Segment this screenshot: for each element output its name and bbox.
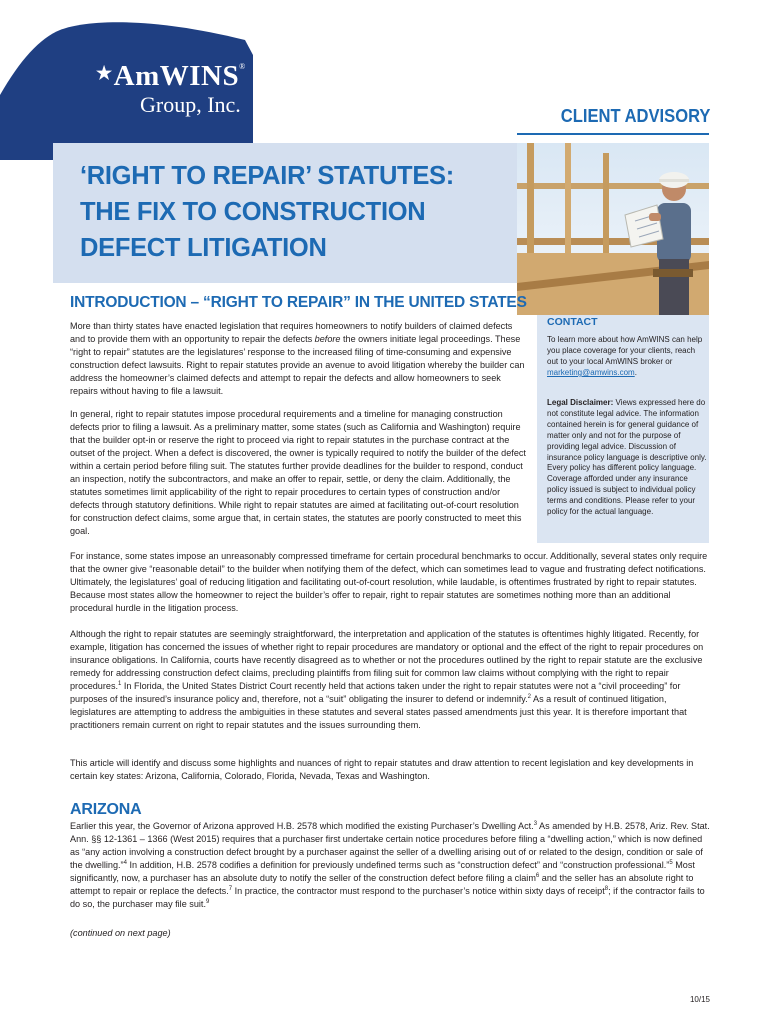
az-text-a: Earlier this year, the Governor of Arizona approved H.B. 2578 which modified the existing Purchaser’s Dwelling Act.: [70, 821, 534, 831]
intro-p4-text-a: Although the right to repair statutes are seemingly straightforward, the interpretation and application of the statutes is oftentimes highly litigated. Recently, for example, litigation has concerned the issues of whether right to repair procedures are mandatory or optional and the effect of the right to repair procedures on insurance obligations. In California, courts have recently disagreed as to whether or not the procedures outlined by the right to repair statute are the exclusive remedy for addressing construction defect claims, precluding plaintiffs from filing suit for common law claims without complying with the right to repair procedures.: [70, 629, 704, 692]
contact-heading: CONTACT: [547, 316, 598, 328]
az-text-c: In addition, H.B. 2578 codifies a definition for previously undefined terms such as “construction defect” and “construction professional.”: [126, 860, 670, 871]
footnote-ref-1: 1: [118, 681, 122, 688]
introduction-heading: INTRODUCTION – “RIGHT TO REPAIR” IN THE UNITED STATES: [70, 294, 527, 311]
az-text-e: and the seller has an absolute right to attempt to repair or replace the defects.: [70, 873, 694, 897]
arizona-paragraph: [70, 820, 710, 911]
arizona-heading: ARIZONA: [70, 801, 142, 818]
intro-p4-text-c: As a result of continued litigation, legislatures are attempting to address the ambiguities in these statutes and several states passed amendments just this year. It is therefore important that practitioners remain current on right to repair statutes and the issues surrounding them.: [70, 694, 687, 731]
page-number: 10/15: [689, 995, 710, 1004]
page-title: ‘RIGHT TO REPAIR’ STATUTES: THE FIX TO CONSTRUCTION DEFECT LITIGATION: [80, 162, 454, 262]
logo: [96, 60, 246, 93]
contact-email-link[interactable]: marketing@amwins.com: [547, 368, 635, 377]
footnote-ref-4: 4: [123, 860, 127, 867]
intro-paragraph-1: [70, 320, 528, 398]
intro-p4-text-b: In Florida, the United States District Court recently held that actions taken under the right to repair statutes were not a “civil proceeding” for purposes of the insured’s insurance policy and, therefore, not a “suit” obligating the insurer to defend or indemnify.: [70, 681, 681, 705]
footnote-ref-3: 3: [533, 820, 538, 827]
header-divider: [517, 133, 709, 135]
construction-worker-photo: [517, 143, 709, 315]
client-advisory-label: CLIENT ADVISORY: [560, 106, 711, 126]
footnote-ref-9: 9: [205, 899, 210, 906]
intro-p1-text-a: More than thirty states have enacted legislation that requires homeowners to notify builders of claimed defects and to provide them with an opportunity to repair the defects: [70, 321, 513, 345]
footnote-ref-2: 2: [527, 694, 531, 701]
disclaimer-text: Views expressed here do not constitute legal advice. The information contained herein is for general guidance of matter only and not for the purpose of providing legal advice. Discussion of insurance policy language is descriptive only. Every policy has different policy language. Coverage afforded under any insurance policy issued is subject to individual policy terms and conditions. Please refer to your policy for the actual language.: [547, 398, 707, 517]
footnote-ref-8: 8: [604, 886, 609, 893]
footnote-ref-5: 5: [669, 860, 673, 867]
continued-note: (continued on next page): [70, 928, 171, 938]
logo-subtitle: Group, Inc.: [140, 92, 241, 117]
footnote-ref-6: 6: [535, 873, 540, 880]
disclaimer-label: Legal Disclaimer:: [547, 398, 614, 407]
az-text-f: In practice, the contractor must respond to the purchaser’s notice within sixty days of receipt: [232, 886, 605, 897]
az-text-g: ; if the contractor fails to do so, the purchaser may file suit.: [70, 886, 705, 910]
legal-disclaimer: [547, 398, 707, 518]
logo-brand-text: AmWINS: [113, 60, 240, 92]
intro-paragraph-4: [70, 628, 710, 732]
intro-p1-text-b: the owners initiate legal proceedings. These “right to repair” statutes are the legislatures’ response to the increased filing of time-consuming and expensive construction defect lawsuits. Right to repair statutes provide an avenue to avoid litigation whereby the builder can address the homeowner’s claimed defects and attempt to repair the defects and allow homeowners to seek repairs without having to file a lawsuit.: [70, 334, 525, 397]
intro-paragraph-2: In general, right to repair statutes impose procedural requirements and a timeline for managing construction defects prior to filing a lawsuit. As a preliminary matter, some states (such as California and Washington) require that the builder opt-in or reserve the right to proceed via right to repair statutes in the purchase contract at the outset of the project. When a defect is discovered, the owner is typically required to notify the builder of the defect within a certain period before filing suit. The statutes further provide deadlines for the builder to respond, conduct an inspection, notify the subcontractors, and make an offer to repair, settle, or deny the claim. Additionally, the statutes sometimes limit applicability of the right to repair procedures to certain types of construction and/or defects through statutory definitions. While right to repair statutes are aimed at facilitating out-of-court resolution for construction defect claims, some argue that, in certain states, the statutes are poorly constructed to meet this goal.: [70, 409, 526, 537]
contact-text: [547, 334, 707, 378]
intro-paragraph-3: For instance, some states impose an unreasonably compressed timeframe for certain procedural benchmarks to occur. Additionally, several states only require that the owner give “reasonable detail” to the builder when notifying them of the defect, which can sometimes lead to vague and frustrating defect notifications. Ultimately, the legislatures’ goal of reducing litigation and facilitating out-of-court resolution, while laudable, is oftentimes frustrated by right to repair statutes. Because most states allow the homeowner to reject the builder’s offer to repair, right to repair statutes are sometimes nothing more than an additional procedural hurdle in the litigation process.: [70, 551, 708, 614]
contact-email-suffix: .: [634, 368, 637, 377]
star-icon: ★: [96, 63, 113, 83]
footnote-ref-7: 7: [228, 886, 233, 893]
registered-mark: ®: [239, 62, 246, 71]
contact-body: To learn more about how AmWINS can help you place coverage for your clients, reach out to your local AmWINS broker or: [547, 335, 703, 366]
intro-p1-emphasis: before: [314, 334, 341, 345]
az-text-b: As amended by H.B. 2578, Ariz. Rev. Stat. Ann. §§ 12-1361 – 1366 (West 2015) requires that a purchaser first undertake certain notice procedures before filing a “dwelling action,” which is now defined as “any action involving a construction defect brought by a purchaser against the seller of a dwelling arising out of or related to the design, condition or sale of the dwelling.”: [70, 821, 710, 871]
az-text-d: Most significantly, now, a purchaser has an absolute duty to notify the seller of the construction defect before filing a claim: [70, 860, 695, 884]
intro-paragraph-5: This article will identify and discuss some highlights and nuances of right to repair statutes and draw attention to recent legislation and key developments in certain key states: Arizona, California, Colorado, Florida, Nevada, Texas and Washington.: [70, 758, 694, 782]
